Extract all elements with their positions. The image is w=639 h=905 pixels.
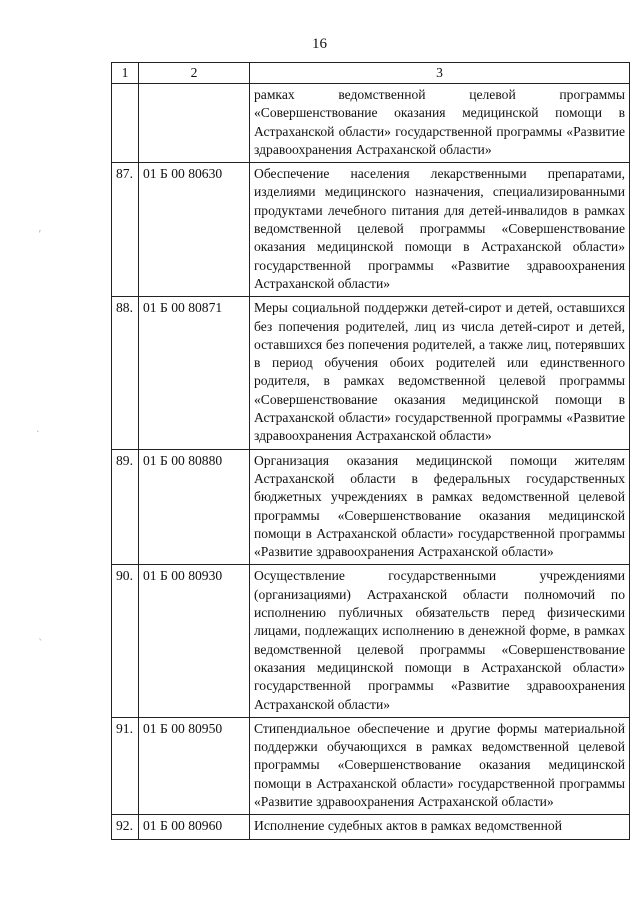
table-row — [112, 717, 630, 814]
table-row — [112, 815, 630, 839]
row-number: 90. — [112, 565, 139, 717]
scan-mark: · — [36, 425, 40, 438]
scan-mark: ʼ — [38, 228, 42, 241]
row-description: Меры социальной поддержки детей-сирот и детей, оставшихся без попечения родителей, лиц из числа детей-сирот и детей, оставшихся без попечения родителей, а также лиц, потерявших в период обучения обоих родителей или единственного родителя, в рамках ведомственной целевой программы «Совершенствование оказания медицинской помощи в Астраханской области» государственной программы «Развитие здравоохранения Астраханской области» — [250, 297, 630, 449]
column-header: 2 — [139, 63, 250, 84]
table-row — [112, 84, 630, 163]
budget-code: 01 Б 00 80950 — [139, 717, 250, 814]
budget-code: 01 Б 00 80880 — [139, 449, 250, 565]
row-number: 87. — [112, 163, 139, 297]
row-number: 91. — [112, 717, 139, 814]
column-header: 3 — [250, 63, 630, 84]
page-number: 16 — [312, 36, 327, 52]
row-description: Осуществление государственными учреждениями (организациями) Астраханской области полномочий по исполнению публичных обязательств перед физическими лицами, подлежащих исполнению в денежной форме, в рамках ведомственной целевой программы «Совершенствование оказания медицинской помощи в Астраханской области» государственной программы «Развитие здравоохранения Астраханской области» — [250, 565, 630, 717]
row-number: 92. — [112, 815, 139, 839]
row-description: рамках ведомственной целевой программы «Совершенствование оказания медицинской помощи в Астраханской области» государственной программы «Развитие здравоохранения Астраханской области» — [250, 84, 630, 163]
table-row — [112, 565, 630, 717]
column-header: 1 — [112, 63, 139, 84]
table-row — [112, 297, 630, 449]
budget-code: 01 Б 00 80930 — [139, 565, 250, 717]
row-description: Обеспечение населения лекарственными препаратами, изделиями медицинского назначения, специализированными продуктами лечебного питания для детей-инвалидов в рамках ведомственной целевой программы «Совершенствование оказания медицинской помощи в Астраханской области» государственной программы «Развитие здравоохранения Астраханской области» — [250, 163, 630, 297]
row-description: Стипендиальное обеспечение и другие формы материальной поддержки обучающихся в рамках ведомственной целевой программы «Совершенствование оказания медицинской помощи в Астраханской области» государственной программы «Развитие здравоохранения Астраханской области» — [250, 717, 630, 814]
row-number: 88. — [112, 297, 139, 449]
table-row — [112, 449, 630, 565]
budget-code: 01 Б 00 80871 — [139, 297, 250, 449]
budget-code: 01 Б 00 80960 — [139, 815, 250, 839]
row-description: Организация оказания медицинской помощи жителям Астраханской области в федеральных государственных бюджетных учреждениях в рамках ведомственной целевой программы «Совершенствование оказания медицинской помощи в Астраханской области» государственной программы «Развитие здравоохранения Астраханской области» — [250, 449, 630, 565]
row-number: 89. — [112, 449, 139, 565]
table-header-row — [112, 63, 630, 84]
budget-code: 01 Б 00 80630 — [139, 163, 250, 297]
budget-code — [139, 84, 250, 163]
scan-mark: ˎ — [38, 628, 44, 641]
budget-table — [111, 62, 630, 840]
row-description: Исполнение судебных актов в рамках ведомственной — [250, 815, 630, 839]
table-row — [112, 163, 630, 297]
row-number — [112, 84, 139, 163]
